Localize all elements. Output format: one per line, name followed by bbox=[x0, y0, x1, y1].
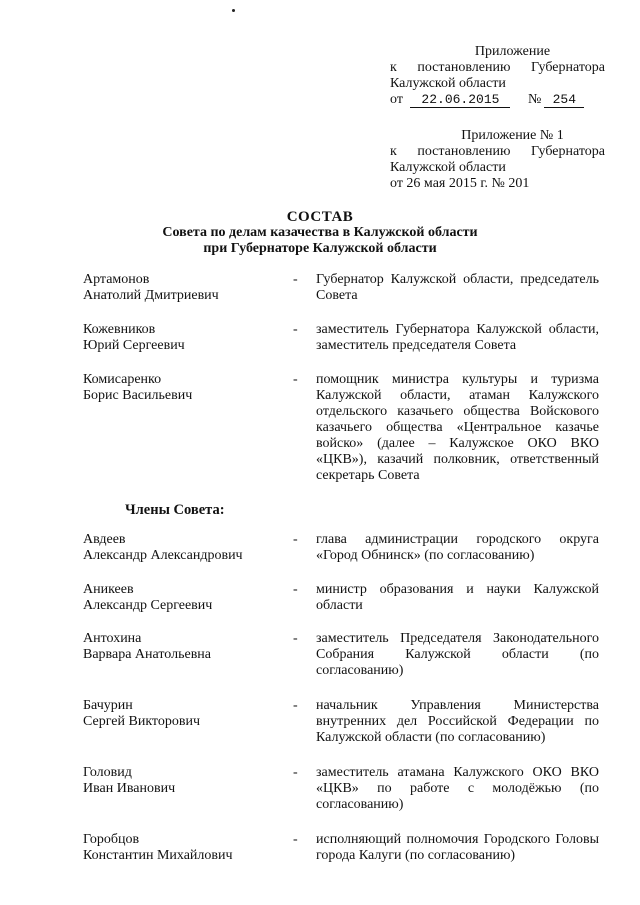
person-role: министр образования и науки Калужской области bbox=[316, 582, 599, 613]
dash: - bbox=[293, 698, 298, 713]
members-heading: Члены Совета: bbox=[125, 502, 225, 518]
person-role: начальник Управления Министерства внутренних дел Российской Федерации по Калужской области (по согласованию) bbox=[316, 698, 599, 745]
dash: - bbox=[293, 272, 298, 287]
appendix-date-line: от 26 мая 2015 г. № 201 bbox=[390, 176, 530, 191]
person-name: Комисаренко Борис Васильевич bbox=[83, 372, 193, 403]
dash: - bbox=[293, 765, 298, 780]
person-role: заместитель Губернатора Калужской области, заместитель председателя Совета bbox=[316, 322, 599, 353]
person-role: исполняющий полномочия Городского Головы города Калуги (по согласованию) bbox=[316, 832, 599, 863]
scan-speck bbox=[232, 9, 235, 12]
document-heading bbox=[0, 209, 640, 257]
person-name: Кожевников Юрий Сергеевич bbox=[83, 322, 185, 353]
person-name: Горобцов Константин Михайлович bbox=[83, 832, 233, 863]
person-role: Губернатор Калужской области, председатель Совета bbox=[316, 272, 599, 303]
dash: - bbox=[293, 582, 298, 597]
appendix-date-line: от 22.06.2015 № 254 bbox=[390, 92, 605, 108]
appendix-region: Калужской области bbox=[390, 76, 506, 91]
person-name: Антохина Варвара Анатольевна bbox=[83, 631, 212, 662]
appendix-number: 254 bbox=[544, 93, 584, 108]
person-name: Аникеев Александр Сергеевич bbox=[83, 582, 213, 613]
appendix-decree-line: к постановлению Губернатора bbox=[390, 60, 605, 75]
heading-line-2: Совета по делам казачества в Калужской области bbox=[162, 225, 478, 240]
dash: - bbox=[293, 532, 298, 547]
dash: - bbox=[293, 322, 298, 337]
person-role: помощник министра культуры и туризма Калужской области, атаман Калужского отдельского казачьего общества Войскового казачьего общества «Центральное казачье войско» (далее – Калужское ОКО ВКО «ЦКВ»), казачий полковник, ответственный секретарь Совета bbox=[316, 372, 599, 483]
person-role: заместитель атамана Калужского ОКО ВКО «ЦКВ» по работе с молодёжью (по согласованию) bbox=[316, 765, 599, 812]
dash: - bbox=[293, 372, 298, 387]
appendix-title: Приложение bbox=[474, 44, 551, 59]
appendix-decree-line: к постановлению Губернатора bbox=[390, 144, 605, 159]
person-name: Артамонов Анатолий Дмитриевич bbox=[83, 272, 219, 303]
appendix-date: 22.06.2015 bbox=[410, 93, 510, 108]
appendix-block-current bbox=[390, 44, 605, 108]
person-role: глава администрации городского округа «Город Обнинск» (по согласованию) bbox=[316, 532, 599, 563]
heading-line-1: СОСТАВ bbox=[286, 209, 354, 225]
person-name: Головид Иван Иванович bbox=[83, 765, 176, 796]
person-name: Авдеев Александр Александрович bbox=[83, 532, 243, 563]
appendix-block-original bbox=[390, 128, 605, 192]
appendix-title: Приложение № 1 bbox=[461, 128, 564, 143]
dash: - bbox=[293, 832, 298, 847]
appendix-region: Калужской области bbox=[390, 160, 506, 175]
heading-line-3: при Губернаторе Калужской области bbox=[203, 241, 437, 256]
person-name: Бачурин Сергей Викторович bbox=[83, 698, 201, 729]
dash: - bbox=[293, 631, 298, 646]
person-role: заместитель Председателя Законодательного Собрания Калужской области (по согласованию) bbox=[316, 631, 599, 678]
